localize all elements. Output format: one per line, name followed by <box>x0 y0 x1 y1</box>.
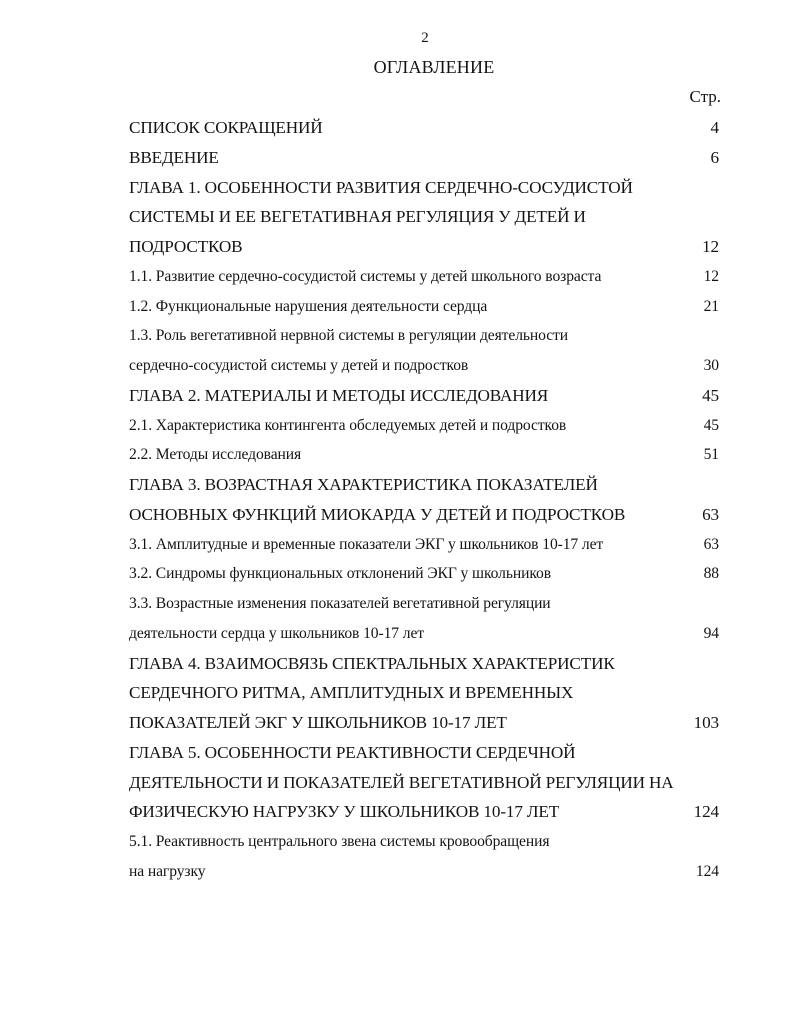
toc-page-number: 63 <box>702 504 719 524</box>
toc-section-line <box>129 262 719 292</box>
toc-entry-text: ГЛАВА 2. МАТЕРИАЛЫ И МЕТОДЫ ИССЛЕДОВАНИЯ <box>129 385 549 405</box>
table-of-contents <box>129 113 719 887</box>
toc-entry-text: 1.2. Функциональные нарушения деятельности сердца <box>129 297 488 315</box>
toc-chapter-line <box>129 768 719 798</box>
toc-page-number: 12 <box>703 267 719 285</box>
toc-section-line <box>129 559 719 589</box>
page-column-label: Стр. <box>689 87 721 106</box>
toc-page-number: 94 <box>703 624 719 642</box>
toc-entry-text: ПОКАЗАТЕЛЕЙ ЭКГ У ШКОЛЬНИКОВ 10-17 ЛЕТ <box>129 713 507 732</box>
toc-chapter-line <box>129 232 719 262</box>
toc-section-line <box>129 440 719 470</box>
toc-page-number: 124 <box>693 802 719 822</box>
toc-chapter-line <box>129 708 719 738</box>
toc-entry-text: ПОДРОСТКОВ <box>129 237 243 256</box>
toc-entry-text: ОСНОВНЫХ ФУНКЦИЙ МИОКАРДА У ДЕТЕЙ И ПОДРОСТКОВ <box>129 504 626 524</box>
toc-entry-text: 1.1. Развитие сердечно-сосудистой системы у детей школьного возраста <box>129 267 602 285</box>
toc-entry-text: 3.1. Амплитудные и временные показатели ЭКГ у школьников 10-17 лет <box>129 535 604 553</box>
toc-page-number: 45 <box>703 416 719 434</box>
toc-entry-text: ГЛАВА 4. ВЗАИМОСВЯЗЬ СПЕКТРАЛЬНЫХ ХАРАКТЕРИСТИК <box>129 653 615 673</box>
toc-chapter-line <box>129 113 719 143</box>
toc-entry-text: 5.1. Реактивность центрального звена системы кровообращения <box>129 833 550 850</box>
toc-entry-text: на нагрузку <box>129 862 206 880</box>
toc-chapter-line <box>129 470 719 500</box>
toc-chapter-line <box>129 202 719 232</box>
toc-chapter-line <box>129 143 719 173</box>
toc-chapter-line <box>129 678 719 708</box>
toc-entry-text: 1.3. Роль вегетативной нервной системы в регуляции деятельности <box>129 327 569 345</box>
toc-entry-text: СИСТЕМЫ И ЕЕ ВЕГЕТАТИВНАЯ РЕГУЛЯЦИЯ У ДЕТЕЙ И <box>129 207 586 227</box>
toc-chapter-line <box>129 649 719 679</box>
toc-chapter-line <box>129 173 719 203</box>
toc-section-line <box>129 827 719 857</box>
toc-entry-text: СЕРДЕЧНОГО РИТМА, АМПЛИТУДНЫХ И ВРЕМЕННЫХ <box>129 683 574 703</box>
toc-page-number: 6 <box>710 147 719 167</box>
toc-section-line <box>129 321 719 351</box>
toc-entry-text: 3.2. Синдромы функциональных отклонений ЭКГ у школьников <box>129 565 551 583</box>
toc-entry-text: сердечно-сосудистой системы у детей и подростков <box>129 357 469 374</box>
toc-page-number: 88 <box>703 565 719 583</box>
page-title: ОГЛАВЛЕНИЕ <box>373 57 495 77</box>
toc-entry-text: 3.3. Возрастные изменения показателей вегетативной регуляции <box>129 595 551 612</box>
toc-section-line <box>129 619 719 649</box>
toc-entry-text: 2.1. Характеристика контингента обследуемых детей и подростков <box>129 416 567 434</box>
toc-entry-text: деятельности сердца у школьников 10-17 лет <box>129 624 424 642</box>
toc-page-number: 30 <box>703 357 719 374</box>
toc-entry-text: ГЛАВА 5. ОСОБЕННОСТИ РЕАКТИВНОСТИ СЕРДЕЧНОЙ <box>129 742 576 762</box>
toc-chapter-line <box>129 738 719 768</box>
toc-entry-text: ГЛАВА 3. ВОЗРАСТНАЯ ХАРАКТЕРИСТИКА ПОКАЗАТЕЛЕЙ <box>129 475 598 494</box>
toc-section-line <box>129 411 719 441</box>
toc-page-number: 21 <box>703 297 719 315</box>
toc-page-number: 51 <box>703 446 719 464</box>
toc-entry-text: ДЕЯТЕЛЬНОСТИ И ПОКАЗАТЕЛЕЙ ВЕГЕТАТИВНОЙ РЕГУЛЯЦИИ НА <box>129 772 674 792</box>
toc-section-line <box>129 857 719 887</box>
toc-chapter-line <box>129 797 719 827</box>
toc-chapter-line <box>129 381 719 411</box>
toc-entry-text: СПИСОК СОКРАЩЕНИЙ <box>129 118 323 137</box>
toc-page-number: 124 <box>695 862 719 880</box>
toc-chapter-line <box>129 500 719 530</box>
toc-entry-text: ГЛАВА 1. ОСОБЕННОСТИ РАЗВИТИЯ СЕРДЕЧНО-СОСУДИСТОЙ <box>129 177 633 197</box>
toc-section-line <box>129 292 719 322</box>
toc-entry-text: ФИЗИЧЕСКУЮ НАГРУЗКУ У ШКОЛЬНИКОВ 10-17 ЛЕТ <box>129 802 560 822</box>
toc-section-line <box>129 530 719 560</box>
toc-entry-text: ВВЕДЕНИЕ <box>129 147 219 167</box>
toc-page-number: 103 <box>693 713 719 732</box>
toc-page-number: 63 <box>703 535 719 553</box>
toc-entry-text: 2.2. Методы исследования <box>129 446 302 464</box>
toc-section-line <box>129 351 719 381</box>
toc-page-number: 12 <box>702 237 719 256</box>
toc-section-line <box>129 589 719 619</box>
toc-page-number: 45 <box>702 385 719 405</box>
page-number: 2 <box>421 30 429 46</box>
toc-page-number: 4 <box>710 118 719 137</box>
